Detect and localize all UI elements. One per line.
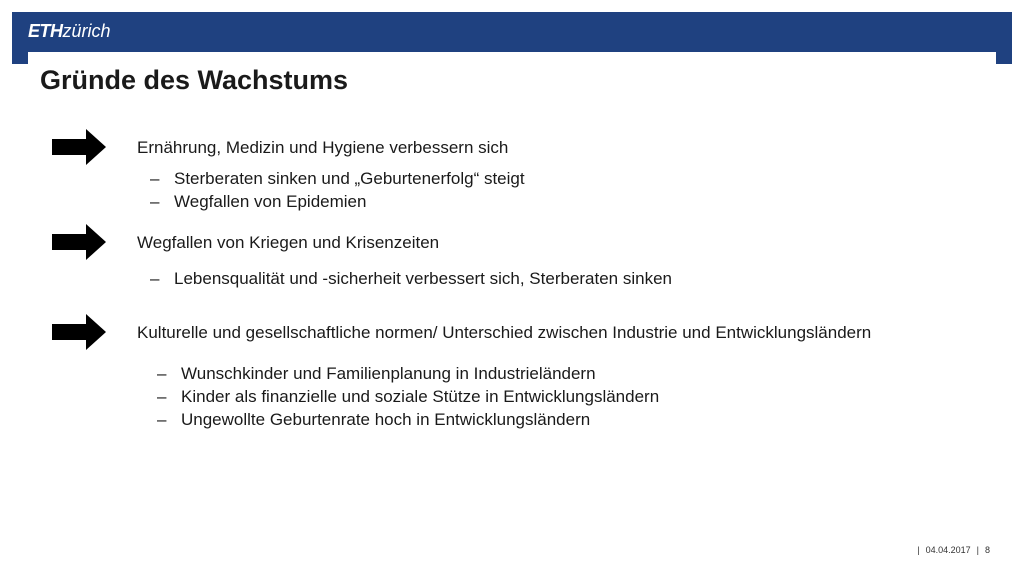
- list-item: [150, 167, 525, 190]
- list-item: [150, 267, 672, 290]
- page-number: 8: [984, 545, 990, 555]
- arrow-right-icon: [52, 314, 106, 350]
- bullet-dash: –: [150, 269, 160, 288]
- list-item-text: Wegfallen von Epidemien: [174, 192, 367, 211]
- list-item: [157, 408, 659, 431]
- bullet-dash: –: [150, 192, 160, 211]
- bullet-dash: –: [150, 169, 160, 188]
- bullet-dash: –: [157, 387, 167, 406]
- slide-footer: [911, 545, 990, 555]
- section-sublist: [150, 267, 672, 290]
- arrow-right-icon: [52, 224, 106, 260]
- eth-logo: [28, 20, 111, 42]
- section-heading: Wegfallen von Kriegen und Krisenzeiten: [137, 233, 440, 252]
- list-item-text: Ungewollte Geburtenrate hoch in Entwicklungsländern: [181, 410, 591, 429]
- list-item-text: Lebensqualität und -sicherheit verbessert sich, Sterberaten sinken: [174, 269, 673, 288]
- list-item-text: Wunschkinder und Familienplanung in Industrieländern: [181, 364, 596, 383]
- arrow-right-icon: [52, 129, 106, 165]
- list-item: [157, 362, 659, 385]
- logo-eth: ETH: [28, 21, 63, 41]
- bullet-dash: –: [157, 364, 167, 383]
- slide-title: Gründe des Wachstums: [40, 65, 349, 95]
- bullet-dash: –: [157, 410, 167, 429]
- footer-separator: |: [976, 545, 979, 555]
- footer-separator: |: [917, 545, 920, 555]
- list-item-text: Sterberaten sinken und „Geburtenerfolg“ steigt: [174, 169, 525, 188]
- logo-zurich: zürich: [62, 21, 111, 41]
- list-item-text: Kinder als finanzielle und soziale Stütze in Entwicklungsländern: [181, 387, 660, 406]
- footer-date: 04.04.2017: [925, 545, 971, 555]
- section-sublist: [150, 167, 525, 213]
- list-item: [157, 385, 659, 408]
- list-item: [150, 190, 525, 213]
- section-heading: Ernährung, Medizin und Hygiene verbessern sich: [137, 138, 509, 157]
- section-sublist: [157, 362, 659, 431]
- section-heading: Kulturelle und gesellschaftliche normen/ Unterschied zwischen Industrie und Entwicklungsländern: [137, 323, 872, 342]
